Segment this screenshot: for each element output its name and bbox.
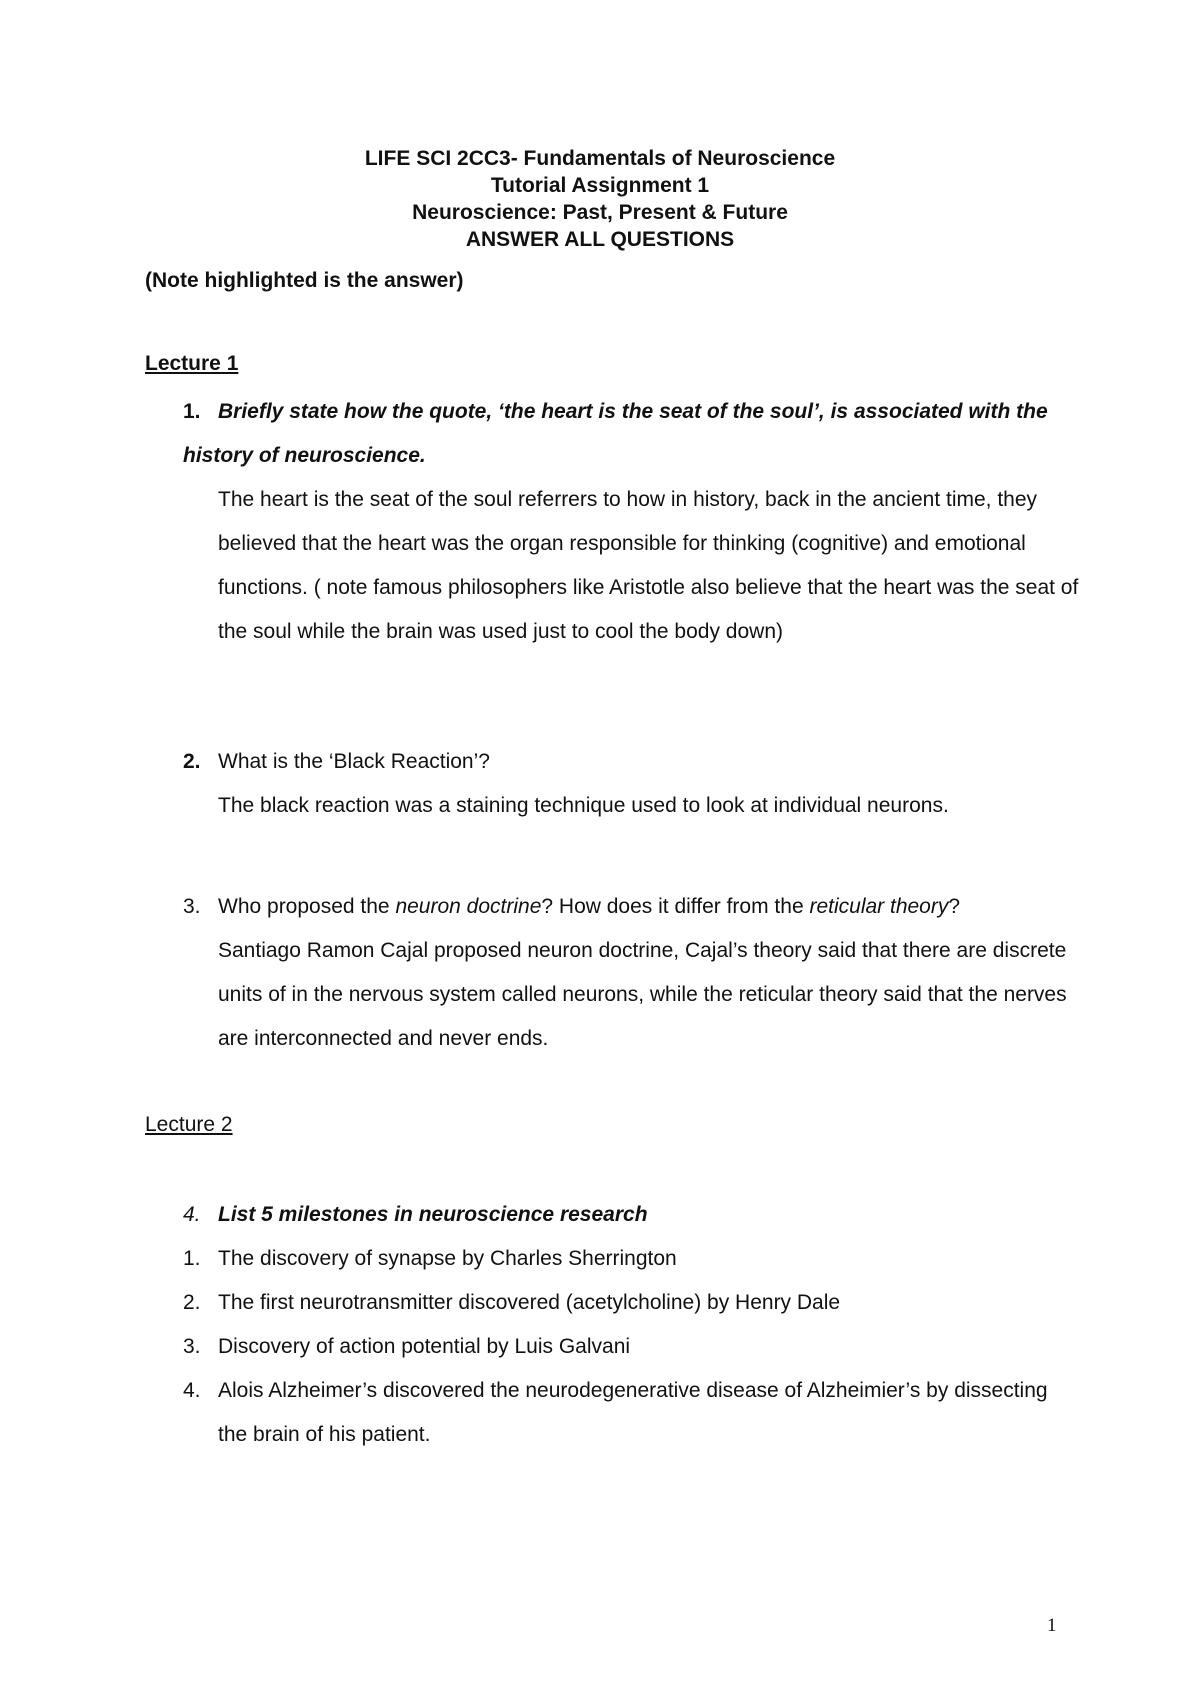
question-text: What is the ‘Black Reaction’?: [218, 750, 490, 773]
question-number: 3.: [183, 895, 201, 918]
question-number: 2.: [183, 750, 201, 773]
question-text-part: ? How does it differ from the: [541, 895, 810, 918]
answer-text: The heart is the seat of the soul referrers to how in history, back in the ancient time, they believed that the heart was the organ responsible for thinking (cognitive) and emotional functions. ( note famous philosophers like Aristotle also believe that the heart was the seat of the soul while the brain was used just to cool the body down): [218, 488, 1079, 643]
item-text: The discovery of synapse by Charles Sherrington: [218, 1247, 677, 1270]
question-2: [183, 740, 1083, 820]
question-text: List 5 milestones in neuroscience research: [218, 1203, 648, 1226]
instructions: ANSWER ALL QUESTIONS: [465, 228, 735, 251]
question-text-part: Who proposed the: [218, 895, 396, 918]
milestone-list: [183, 1237, 1083, 1457]
lecture-1-heading: Lecture 1: [145, 352, 239, 375]
page-number: 1: [1047, 1615, 1057, 1636]
list-item: [183, 1237, 1083, 1281]
item-text: The first neurotransmitter discovered (acetylcholine) by Henry Dale: [218, 1291, 841, 1314]
answer-text: Santiago Ramon Cajal proposed neuron doctrine, Cajal’s theory said that there are discrete units of in the nervous system called neurons, while the reticular theory said that the nerves are interconnected and never ends.: [218, 939, 1067, 1050]
item-number: 3.: [183, 1335, 201, 1358]
question-1: [183, 390, 1083, 654]
item-number: 4.: [183, 1379, 201, 1402]
question-term: reticular theory: [809, 895, 949, 918]
question-number: 1.: [183, 400, 201, 423]
question-number: 4.: [183, 1203, 201, 1226]
item-number: 1.: [183, 1247, 201, 1270]
document-header: [0, 145, 1200, 253]
list-item: [183, 1325, 1083, 1369]
assignment-title: Tutorial Assignment 1: [490, 174, 710, 197]
question-4: [183, 1193, 1083, 1457]
assignment-subtitle: Neuroscience: Past, Present & Future: [412, 201, 788, 224]
list-item: [183, 1369, 1083, 1457]
list-item: [183, 1281, 1083, 1325]
item-text: Discovery of action potential by Luis Galvani: [218, 1335, 631, 1358]
note-text: (Note highlighted is the answer): [145, 269, 464, 292]
course-title: LIFE SCI 2CC3- Fundamentals of Neuroscience: [364, 147, 836, 170]
question-text-part: ?: [948, 895, 961, 918]
question-3: [183, 885, 1083, 1061]
answer-text: The black reaction was a staining technique used to look at individual neurons.: [218, 794, 949, 817]
item-number: 2.: [183, 1291, 201, 1314]
question-text: Briefly state how the quote, ‘the heart is the seat of the soul’, is associated with the history of neuroscience.: [183, 400, 1048, 467]
question-term: neuron doctrine: [395, 895, 542, 918]
lecture-2-heading: Lecture 2: [145, 1113, 233, 1136]
item-text: Alois Alzheimer’s discovered the neurodegenerative disease of Alzheimier’s by dissecting the brain of his patient.: [218, 1379, 1048, 1446]
